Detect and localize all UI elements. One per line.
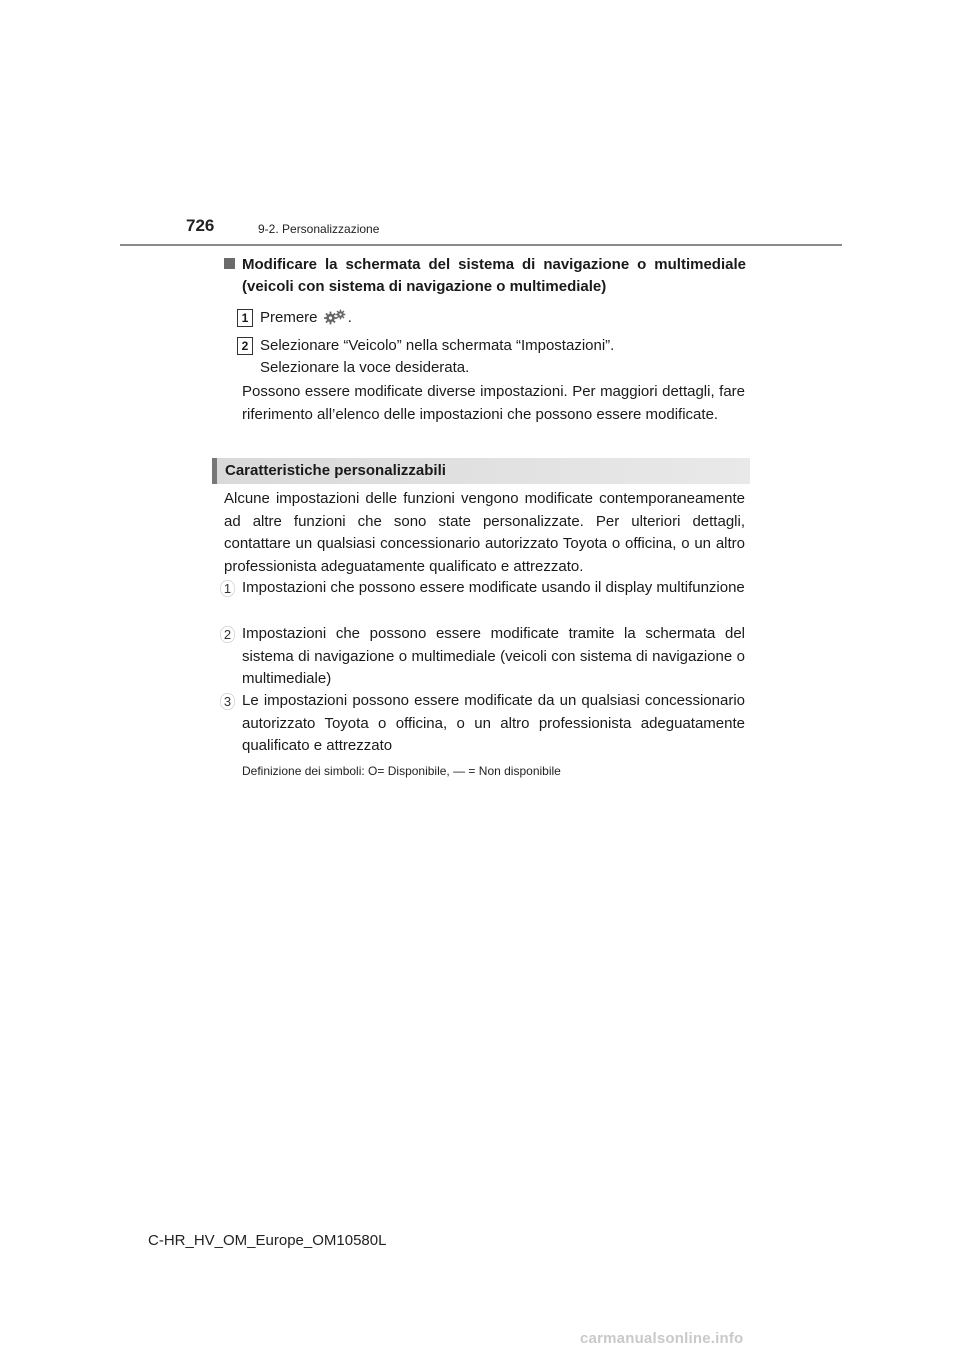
step-2-line-1: Selezionare “Veicolo” nella schermata “Impostazioni”.: [260, 337, 615, 354]
list-item: [220, 623, 745, 691]
step-2-line-2: Selezionare la voce desiderata.: [260, 359, 470, 376]
section-title: Caratteristiche personalizzabili: [225, 462, 446, 479]
watermark: carmanualsonline.info: [580, 1330, 744, 1347]
item-number-3: 3: [220, 693, 235, 710]
step-2-text: [237, 335, 747, 379]
subsection-heading: [224, 254, 746, 298]
list-item-text: Impostazioni che possono essere modificate tramite la schermata del sistema di navigazione o multimediale (veicoli con sistema di navigazione o multimediale): [242, 625, 745, 687]
step-1-before: Premere: [260, 309, 318, 326]
step-number-badge: 2: [237, 337, 253, 355]
section-intro-paragraph: Alcune impostazioni delle funzioni vengono modificate contemporaneamente ad altre funzioni che sono state personalizzate. Per ulteriori dettagli, contattare un qualsiasi concessionario autorizzato Toyota o officina, o un altro professionista adeguatamente qualificato e attrezzato.: [224, 490, 745, 575]
list-item-text: Le impostazioni possono essere modificate da un qualsiasi concessionario autorizzato Toyota o officina, o un altro professionista adeguatamente qualificato e attrezzato: [242, 692, 745, 754]
subsection-heading-text: Modificare la schermata del sistema di navigazione o multimediale (veicoli con sistema di navigazione o multimediale): [242, 256, 746, 295]
step-1-after: .: [347, 309, 352, 326]
symbols-legend: Definizione dei simboli: O= Disponibile, — = Non disponibile: [242, 764, 561, 778]
step-2: [237, 335, 747, 379]
list-item: [220, 690, 745, 758]
square-bullet-icon: [224, 258, 235, 269]
intro-paragraph: Possono essere modificate diverse impostazioni. Per maggiori dettagli, fare riferimento all’elenco delle impostazioni che possono essere modificate.: [242, 383, 745, 423]
section-header: [212, 458, 750, 484]
settings-gears-icon: [324, 309, 346, 332]
section-header-accent: [212, 458, 217, 484]
step-number-badge: 1: [237, 309, 253, 327]
list-item-text: Impostazioni che possono essere modificate usando il display multifunzione: [242, 579, 745, 596]
item-number-2: 2: [220, 626, 235, 643]
item-number-1: 1: [220, 580, 235, 597]
section-label: 9-2. Personalizzazione: [258, 222, 380, 236]
document-code: C-HR_HV_OM_Europe_OM10580L: [148, 1232, 387, 1249]
step-1-text: [237, 307, 747, 332]
step-1: [237, 307, 747, 332]
header-divider: [120, 244, 842, 246]
list-item: [220, 577, 745, 600]
page-number: 726: [186, 216, 215, 235]
